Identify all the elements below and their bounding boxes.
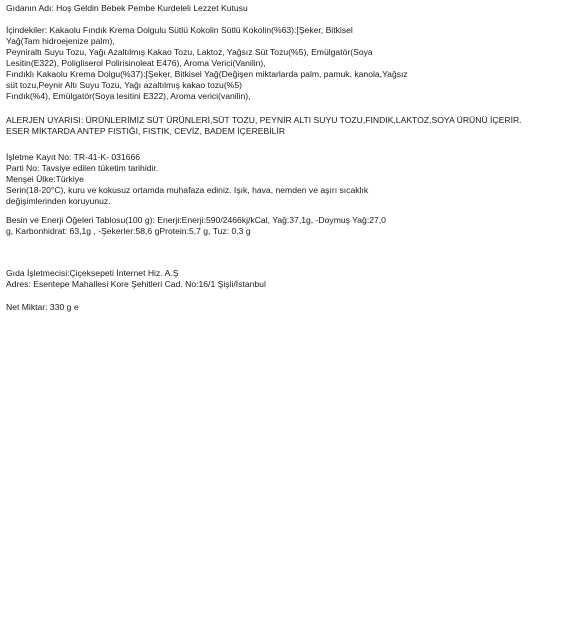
ingredients-line: Fındıklı Kakaolu Krema Dolgu(%37):[Şeker, Bitkisel Yağ(Değişen miktarlarda palm, pamuk, kanola,Yağsız (6, 69, 408, 79)
ingredients-line: Yağ(Tam hidroejenize palm), (6, 36, 115, 46)
ingredients-line: Fındık(%4), Emülgatör(Soya lesitini E322), Aroma verici(vanilin), (6, 91, 251, 101)
allergen-line: ESER MİKTARDA ANTEP FISTIĞI, FISTIK, CEVİZ, BADEM İÇEREBİLİR (6, 126, 286, 136)
country-of-origin: Menşei Ülke:Türkiye (6, 174, 84, 184)
storage-instructions: değişimlerinden koruyunuz. (6, 196, 111, 206)
ingredients-line: Peyniraltı Suyu Tozu, Yağı Azaltılmış Kakao Tozu, Laktoz, Yağsız Süt Tozu(%5), Emülgatör(Soya (6, 47, 373, 57)
registry-section (6, 152, 578, 207)
allergen-line: ALERJEN UYARISI: ÜRÜNLERİMİZ SÜT ÜRÜNLERİ,SÜT TOZU, PEYNİR ALTI SUYU TOZU,FINDIK,LAKTOZ,SOYA ÜRÜNÜ İÇERİR. (6, 115, 522, 125)
registry-number: İşletme Kayıt No: TR-41-K- 031666 (6, 152, 141, 162)
ingredients-section (6, 25, 578, 102)
product-name: Gıdanın Adı: Hoş Geldin Bebek Pembe Kurdeleli Lezzet Kutusu (6, 3, 248, 13)
company-section (6, 268, 578, 290)
nutrition-line: g, Karbonhidrat: 63,1g , -Şekerler:58,6 gProtein:5,7 g, Tuz: 0,3 g (6, 226, 251, 236)
allergen-warning-section (6, 115, 578, 137)
batch-number: Parti No: Tavsiye edilen tüketim tarihidir. (6, 163, 159, 173)
product-name-section (6, 3, 578, 14)
ingredients-line: süt tozu,Peynir Altı Suyu Tozu, Yağı azaltılmış kakao tozu(%5) (6, 80, 242, 90)
ingredients-line: İçindekiler: Kakaolu Fındık Krema Dolgulu Sütlü Kokolin Sütlü Kokolin(%63):[Şeker, Bitkisel (6, 25, 353, 35)
ingredients-line: Lesitin(E322), Poligliserol Polirisinoleat E476), Aroma Verici(Vanilin), (6, 58, 266, 68)
net-quantity: Net Miktar: 330 g e (6, 302, 79, 312)
storage-instructions: Serin(18-20°C), kuru ve kokusuz ortamda muhafaza ediniz. Işık, hava, nemden ve aşırı sıcaklık (6, 185, 369, 195)
food-business-operator: Gıda İşletmecisi:Çiçeksepeti İnternet Hiz. A.Ş (6, 268, 179, 278)
net-quantity-section (6, 302, 578, 313)
company-address: Adres: Esentepe Mahallesi Kore Şehitleri Cad. No:16/1 Şişli/İstanbul (6, 279, 266, 289)
nutrition-section (6, 215, 578, 237)
nutrition-line: Besin ve Enerji Öğeleri Tablosu(100 g): Enerji:Enerji:590/2466kj/kCal, Yağ:37,1g, -Doymuş Yağ:27,0 (6, 215, 386, 225)
